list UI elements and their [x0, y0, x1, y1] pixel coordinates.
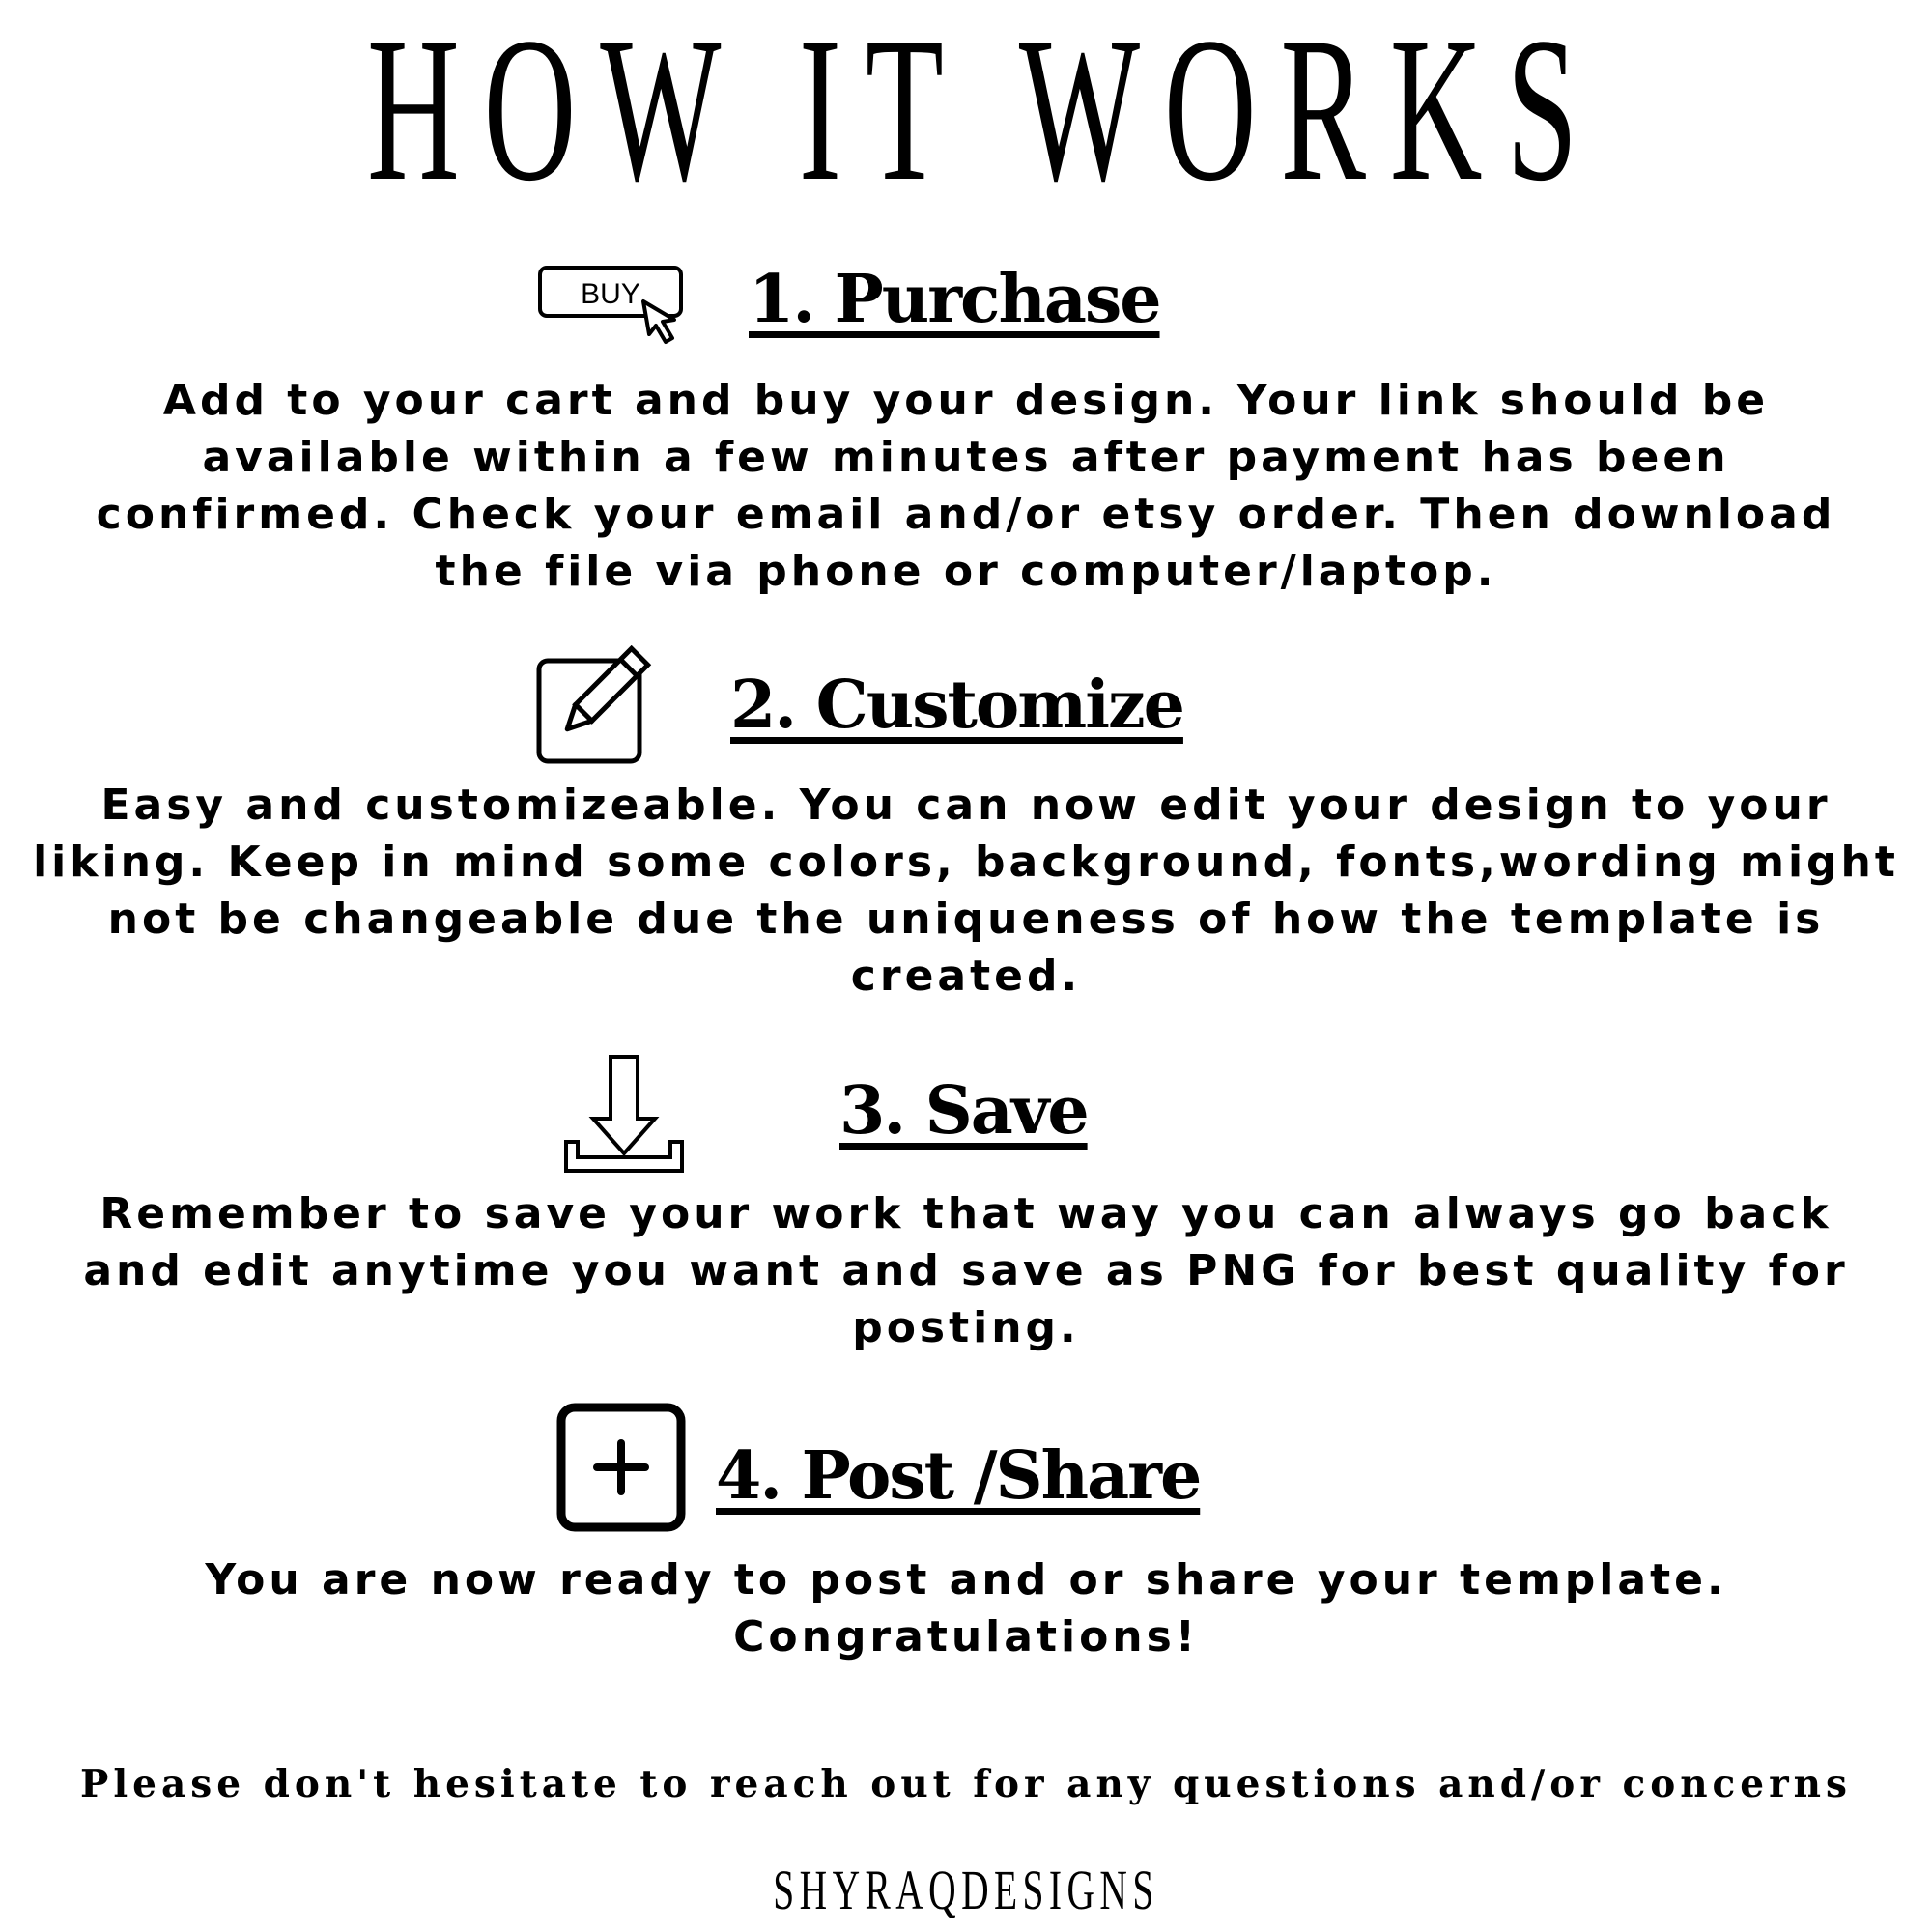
step-heading-purchase: 1. Purchase — [749, 261, 1160, 338]
buy-button-cursor-icon — [537, 265, 688, 348]
step-body-line: You are now ready to post and or share your template. — [205, 1555, 1727, 1605]
buy-icon-label: BUY — [581, 278, 640, 310]
step-heading-customize: 2. Customize — [730, 667, 1183, 744]
step-body-customize — [0, 777, 1932, 1005]
step-body-line: and edit anytime you want and save as PNG for best quality for — [83, 1246, 1849, 1295]
step-body-line: Congratulations! — [733, 1612, 1199, 1662]
step-body-line: the file via phone or computer/laptop. — [435, 547, 1497, 596]
download-arrow-icon — [562, 1053, 688, 1177]
step-body-line: Easy and customizeable. You can now edit your design to your — [100, 781, 1832, 830]
step-heading-post-share: 4. Post /Share — [716, 1437, 1201, 1515]
step-body-line: Add to your cart and buy your design. Your link should be — [162, 376, 1770, 425]
step-body-purchase — [0, 372, 1932, 600]
step-body-line: not be changeable due the uniqueness of how the template is — [107, 895, 1825, 944]
step-body-post-share — [0, 1551, 1932, 1665]
plus-square-icon — [556, 1403, 686, 1532]
step-body-line: Remember to save your work that way you can always go back — [99, 1189, 1833, 1238]
step-body-line: confirmed. Check your email and/or etsy order. Then download — [96, 490, 1836, 539]
page-title: HOW IT WORKS — [367, 0, 1602, 224]
edit-pencil-icon — [535, 645, 661, 767]
step-body-line: created. — [850, 952, 1082, 1001]
step-body-line: liking. Keep in mind some colors, background, fonts,wording might — [33, 838, 1899, 887]
step-body-save — [0, 1185, 1932, 1356]
step-body-line: posting. — [852, 1303, 1080, 1352]
step-heading-save: 3. Save — [839, 1072, 1088, 1150]
step-body-line: available within a few minutes after payment has been — [202, 433, 1730, 482]
footer-note: Please don't hesitate to reach out for any questions and/or concerns — [80, 1762, 1852, 1806]
brand-name: SHYRAQDESIGNS — [773, 1859, 1159, 1921]
